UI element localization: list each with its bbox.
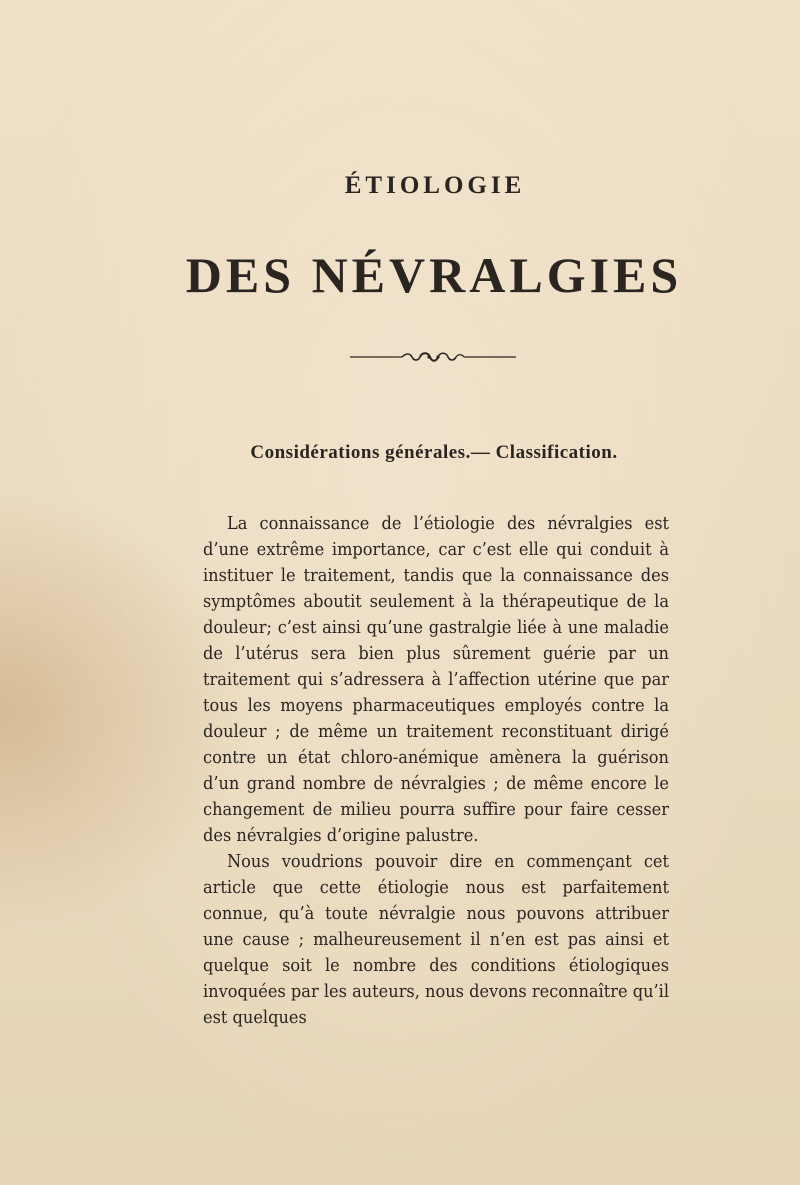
chapter-title-line2: DES NÉVRALGIES — [185, 247, 683, 303]
paragraph: La connaissance de l’étiologie des névralgies est d’une extrême importance, car c’est elle qui conduit à instituer le traitement, tandis que la connaissance des symptômes aboutit seulement à la thérapeutique de la douleur; c’est ainsi qu’une gastralgie liée à une maladie de l’utérus sera bien plus sûrement guérie par un traitement qui s’adressera à l’affection utérine que par tous les moyens pharmaceutiques employés contre la douleur ; de même un traitement reconstituant dirigé contre un état chloro-anémique amènera la guérison d’un grand nombre de névralgies ; de même encore le changement de milieu pourra suffire pour faire cesser des névralgies d’origine palustre. — [203, 513, 669, 846]
body-text — [203, 511, 669, 1031]
chapter-title-line1: ÉTIOLOGIE — [344, 172, 526, 199]
paragraph: Nous voudrions pouvoir dire en commençant cet article que cette étiologie nous est parfaitement connue, qu’à toute névralgie nous pouvons attribuer une cause ; malheureusement il n’en est pas ainsi et quelque soit le nombre des conditions étiologiques invoquées par les auteurs, nous devons reconnaître qu’il est quelques — [203, 851, 669, 1028]
typographic-ornament-icon — [350, 350, 516, 364]
section-heading: Considérations générales.— Classification. — [250, 442, 618, 463]
